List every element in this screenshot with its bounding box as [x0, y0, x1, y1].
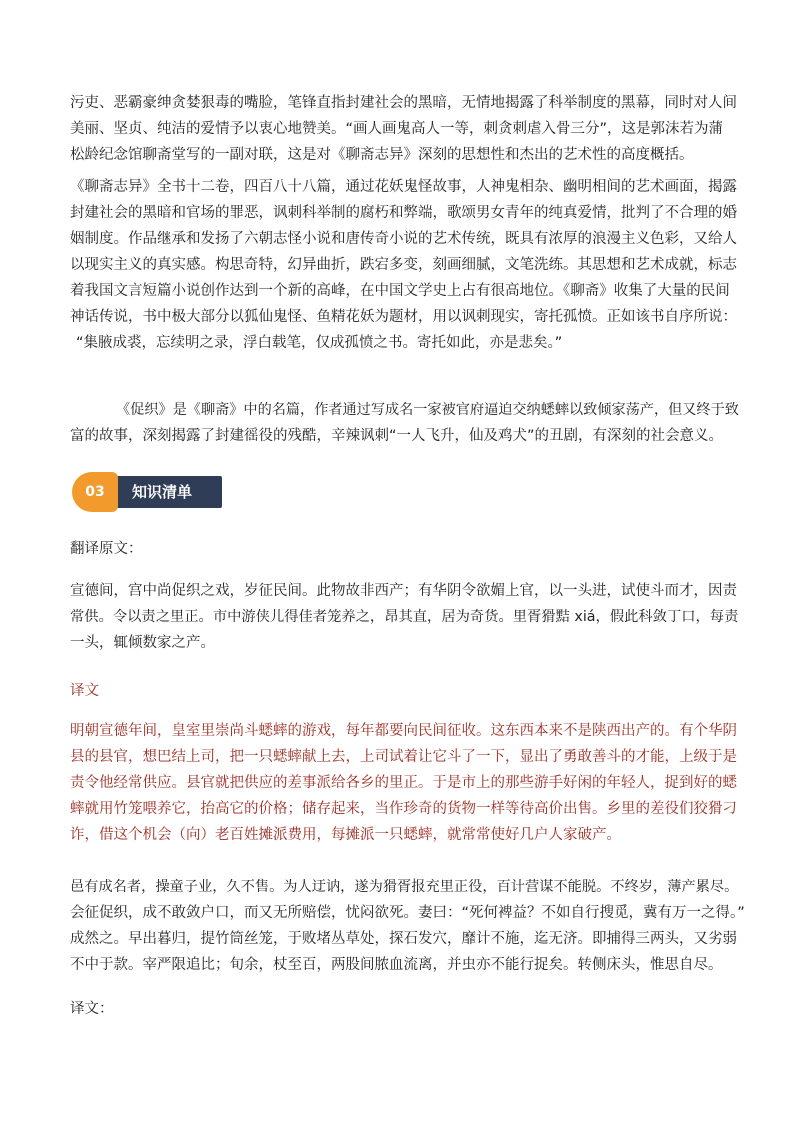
- text-line: 《聊斋志异》全书十二卷，四百八十八篇，通过花妖鬼怪故事，人神鬼相杂、幽明相间的艺术画面，揭露: [70, 179, 737, 195]
- text-line: 一头，辄倾数家之产。: [70, 635, 215, 651]
- text-line: 诈，借这个机会（向）老百姓摊派费用，每摊派一只蟋蟀，就常常使好几户人家破产。: [70, 827, 621, 843]
- text-line: 美丽、坚贞、纯洁的爱情予以衷心地赞美。“画人画鬼高人一等，刺贪刺虐入骨三分”，这是郭沫若为蒲: [70, 121, 724, 137]
- text-line: 松龄纪念馆聊斋堂写的一副对联，这是对《聊斋志异》深刻的思想性和杰出的艺术性的高度概括。: [70, 147, 694, 163]
- text-line: 富的故事，深刻揭露了封建徭役的残酷，辛辣讽刺“一人飞升，仙及鸡犬”的丑剧，有深刻的社会意义。: [70, 428, 724, 444]
- section-number: 03: [72, 472, 118, 512]
- translation-text-1: [70, 718, 746, 848]
- text-line: 常供。令以责之里正。市中游侠儿得佳者笼养之，昂其直，居为奇货。里胥猾黠 xiá，假此科敛丁口，每责: [70, 609, 739, 625]
- cuzhi-paragraph: [70, 397, 746, 449]
- section-title: 知识清单: [102, 476, 222, 508]
- original-text-1: [70, 578, 746, 656]
- text-line: 污吏、恶霸豪绅贪婪狠毒的嘴脸，笔锋直指封建社会的黑暗，无情地揭露了科举制度的黑幕，同时对人间: [70, 95, 737, 111]
- section-header: [72, 472, 222, 512]
- text-line: 明朝宣德年间，皇室里崇尚斗蟋蟀的游戏，每年都要向民间征收。这东西本来不是陕西出产的。有个华阴: [70, 723, 737, 739]
- liaozhai-paragraph: [70, 174, 746, 356]
- text-line: 着我国文言短篇小说创作达到一个新的高峰，在中国文学史上占有很高地位。《聊斋》收集了大量的民间: [70, 283, 730, 299]
- text-line: 以现实主义的真实感。构思奇特，幻异曲折，跌宕多变，刻画细腻，文笔洗练。其思想和艺术成就，标志: [70, 257, 737, 273]
- translation-label: 译文：: [70, 1001, 114, 1017]
- text-line: 宣德间，宫中尚促织之戏，岁征民间。此物故非西产；有华阴令欲媚上官，以一头进，试使斗而才，因责: [70, 583, 737, 599]
- text-line: 会征促织，成不敢敛户口，而又无所赔偿，忧闷欲死。妻曰：“死何裨益？不如自行搜觅，冀有万一之得。”: [70, 905, 745, 921]
- text-line: 不中于款。宰严限追比；旬余，杖至百，两股间脓血流离，并虫亦不能行捉矣。转侧床头，惟思自尽。: [70, 957, 723, 973]
- intro-paragraph: [70, 90, 746, 168]
- text-line: 县的县官，想巴结上司，把一只蟋蟀献上去，上司试着让它斗了一下，显出了勇敢善斗的才能，上级于是: [70, 749, 737, 765]
- text-line: “集腋成裘，忘续明之录，浮白载笔，仅成孤愤之书。寄托如此，亦是悲矣。”: [76, 335, 563, 351]
- text-line: 《促织》是《聊斋》中的名篇，作者通过写成名一家被官府逼迫交纳蟋蟀以致倾家荡产，但又终于致: [116, 402, 739, 418]
- translate-heading: 翻译原文：: [70, 541, 143, 557]
- text-line: 蟀就用竹笼喂养它，抬高它的价格；储存起来，当作珍奇的货物一样等待高价出售。乡里的差役们狡猾刁: [70, 801, 737, 817]
- text-line: 神话传说，书中极大部分以狐仙鬼怪、鱼精花妖为题材，用以讽刺现实，寄托孤愤。正如该书自序所说：: [70, 309, 737, 325]
- text-line: 责令他经常供应。县官就把供应的差事派给各乡的里正。于是市上的那些游手好闲的年轻人，捉到好的蟋: [70, 775, 737, 791]
- text-line: 成然之。早出暮归，提竹筒丝笼，于败堵丛草处，探石发穴，靡计不施，迄无济。即捕得三两头，又劣弱: [70, 931, 737, 947]
- text-line: 姻制度。作品继承和发扬了六朝志怪小说和唐传奇小说的艺术传统，既具有浓厚的浪漫主义色彩，又给人: [70, 231, 737, 247]
- translation-label: 译文: [70, 683, 99, 699]
- original-text-2: [70, 874, 746, 978]
- text-line: 邑有成名者，操童子业，久不售。为人迂讷，遂为猾胥报充里正役，百计营谋不能脱。不终岁，薄产累尽。: [70, 879, 739, 895]
- text-line: 封建社会的黑暗和官场的罪恶，讽刺科举制的腐朽和弊端，歌颂男女青年的纯真爱情，批判了不合理的婚: [70, 205, 737, 221]
